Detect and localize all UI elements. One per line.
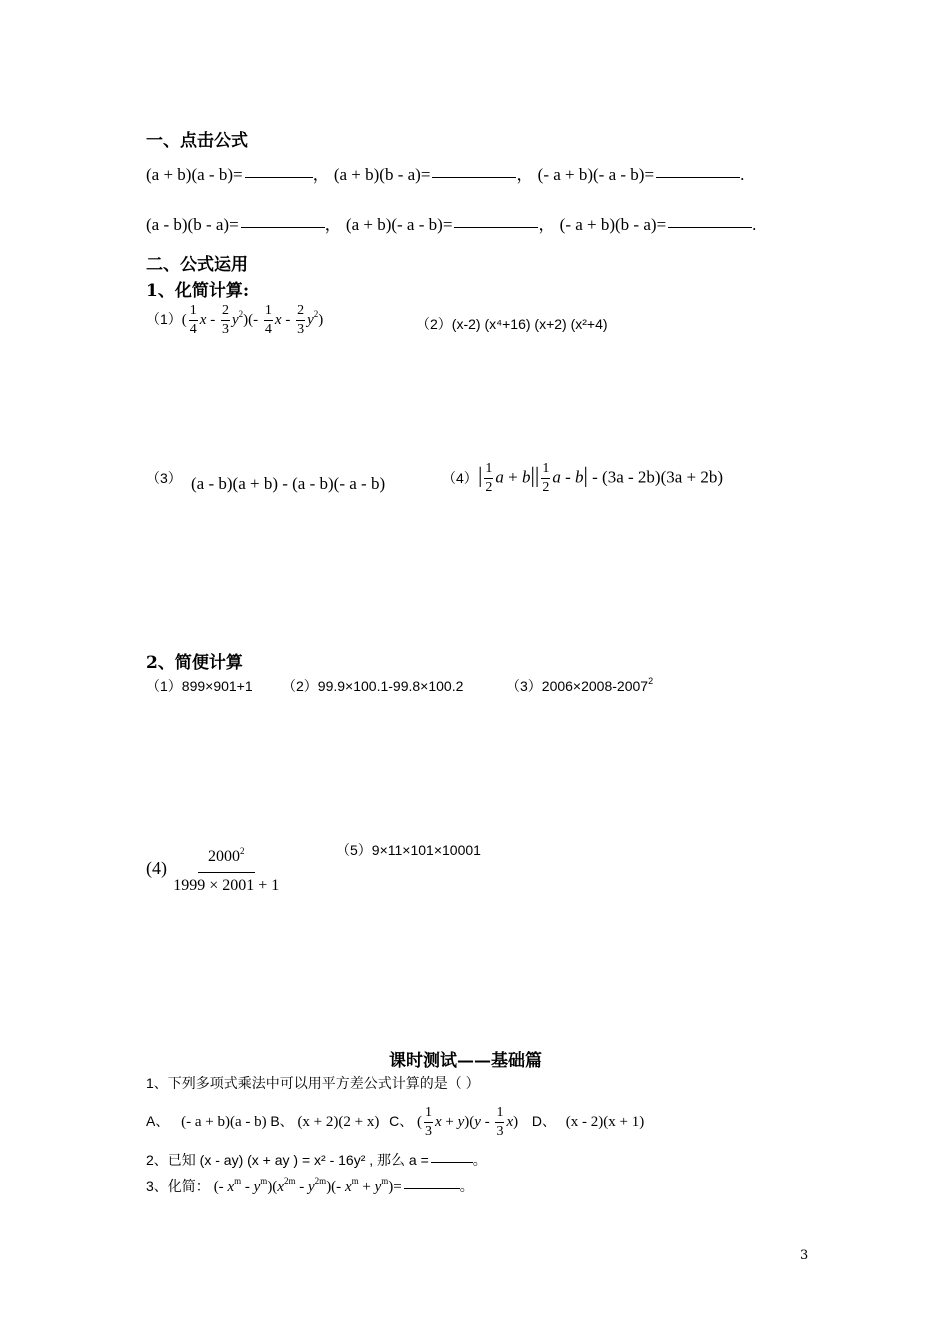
fraction: $\frac{1}{2}$ bbox=[542, 461, 550, 495]
question-2: 2、已知 (x - ay) (x + ay ) = x² - 16y² , 那么 a = 。 bbox=[146, 1152, 487, 1168]
test-title: 课时测试——基础篇 bbox=[389, 1051, 542, 1071]
fraction: $\frac{2000^2}{1999 \times 2001 + 1}$ bbox=[173, 838, 279, 899]
problem-2-3: $(3)2006\times 2008-2007^2$ bbox=[506, 676, 654, 694]
problem-1-2: （2）(x-2) (x⁴+16) (x+2) (x²+4) bbox=[416, 316, 608, 332]
section1-title: 一、点击公式 bbox=[146, 131, 248, 151]
answer-blank[interactable] bbox=[668, 226, 752, 228]
option-a-label[interactable]: A、 bbox=[146, 1112, 170, 1129]
problem-1-4-label: （4） bbox=[442, 470, 478, 486]
fraction: $\frac{1}{3}$ bbox=[496, 1105, 504, 1139]
answer-blank[interactable] bbox=[245, 176, 313, 178]
option-c[interactable]: ( $\frac{1}{3}$ x + y)(y - $\frac{1}{3}$ x) bbox=[416, 1105, 519, 1139]
option-c-label[interactable]: C、 bbox=[389, 1112, 414, 1129]
formula-row-2: (a - b)(b - a)= ， (a + b)(- a - b)= ， (- a + b)(b - a)= . bbox=[146, 215, 757, 234]
fraction: $\frac{1}{4}$ bbox=[189, 303, 197, 337]
sub2-title: 2、简便计算 bbox=[146, 653, 243, 673]
formula-2-1: (a - b)(b - a) bbox=[146, 215, 230, 234]
option-b[interactable]: (x + 2)(2 + x) bbox=[297, 1113, 380, 1130]
problem-2-5: （5）9×11×101×10001 bbox=[336, 842, 481, 858]
problem-2-1: （1）899×901+1 bbox=[146, 678, 253, 694]
option-a[interactable]: (- a + b)(a - b) bbox=[181, 1113, 267, 1130]
formula-1-3: (- a + b)(- a - b) bbox=[537, 165, 645, 184]
question-3-expr: (- $x^m - y^m)(x^{2m} - y^{2m})(-$ $x^m + y^m)=$ bbox=[213, 1176, 402, 1195]
option-d-label[interactable]: D、 bbox=[531, 1112, 556, 1129]
fraction: $\frac{1}{2}$ bbox=[485, 461, 493, 495]
problem-1-3: (a - b)(a + b) - (a - b)(- a - b) bbox=[191, 474, 386, 493]
problem-1-1: （1）( $\frac{1}{4}$ x - $\frac{2}{3}$ $y^2)(-$ $\frac{1}{4}$ x - $\frac{2}{3}$ $y^2$) bbox=[146, 303, 324, 337]
answer-blank[interactable] bbox=[432, 176, 516, 178]
formula-2-2: (a + b)(- a - b) bbox=[345, 215, 443, 234]
formula-2-3: (- a + b)(b - a) bbox=[559, 215, 657, 234]
problem-1-3-label: （3） bbox=[146, 470, 182, 486]
answer-blank[interactable] bbox=[404, 1187, 460, 1189]
question-1: 1、下列多项式乘法中可以用平方差公式计算的是（ ） bbox=[146, 1075, 480, 1091]
question-1-options bbox=[146, 1104, 644, 1141]
sub1-title: 1、化简计算: bbox=[146, 281, 250, 301]
question-3: 3、化简： (- $x^m - y^m)(x^{2m} - y^{2m})(-$ $x^m + y^m)=$ 。 bbox=[146, 1176, 474, 1195]
fraction: $\frac{1}{3}$ bbox=[424, 1105, 432, 1139]
problem-1-4: | $\frac{1}{2}$ a + b|| $\frac{1}{2}$ a - b| - (3a - 2b)(3a + 2b) bbox=[478, 461, 724, 495]
fraction: $\frac{2}{3}$ bbox=[221, 303, 229, 337]
problem-2-4: (4) $\frac{2000^2}{1999 \times 2001 + 1}$ bbox=[146, 838, 281, 899]
section2-title: 二、公式运用 bbox=[146, 255, 248, 275]
formula-1-2: (a + b)(b - a) bbox=[333, 165, 421, 184]
answer-blank[interactable] bbox=[431, 1161, 473, 1163]
answer-blank[interactable] bbox=[656, 176, 740, 178]
answer-blank[interactable] bbox=[241, 226, 325, 228]
page-number: 3 bbox=[800, 1248, 809, 1263]
formula-1-1: (a + b)(a - b) bbox=[146, 165, 233, 184]
formula-row-1: (a + b)(a - b)= ， (a + b)(b - a)= ， (- a + b)(- a - b)= . bbox=[146, 165, 745, 184]
option-d[interactable]: (x - 2)(x + 1) bbox=[565, 1113, 645, 1130]
fraction: $\frac{1}{4}$ bbox=[264, 303, 272, 337]
option-b-label[interactable]: B、 bbox=[270, 1112, 294, 1129]
answer-blank[interactable] bbox=[454, 226, 538, 228]
problem-2-2: （2）99.9×100.1-99.8×100.2 bbox=[282, 678, 464, 694]
fraction: $\frac{2}{3}$ bbox=[297, 303, 305, 337]
